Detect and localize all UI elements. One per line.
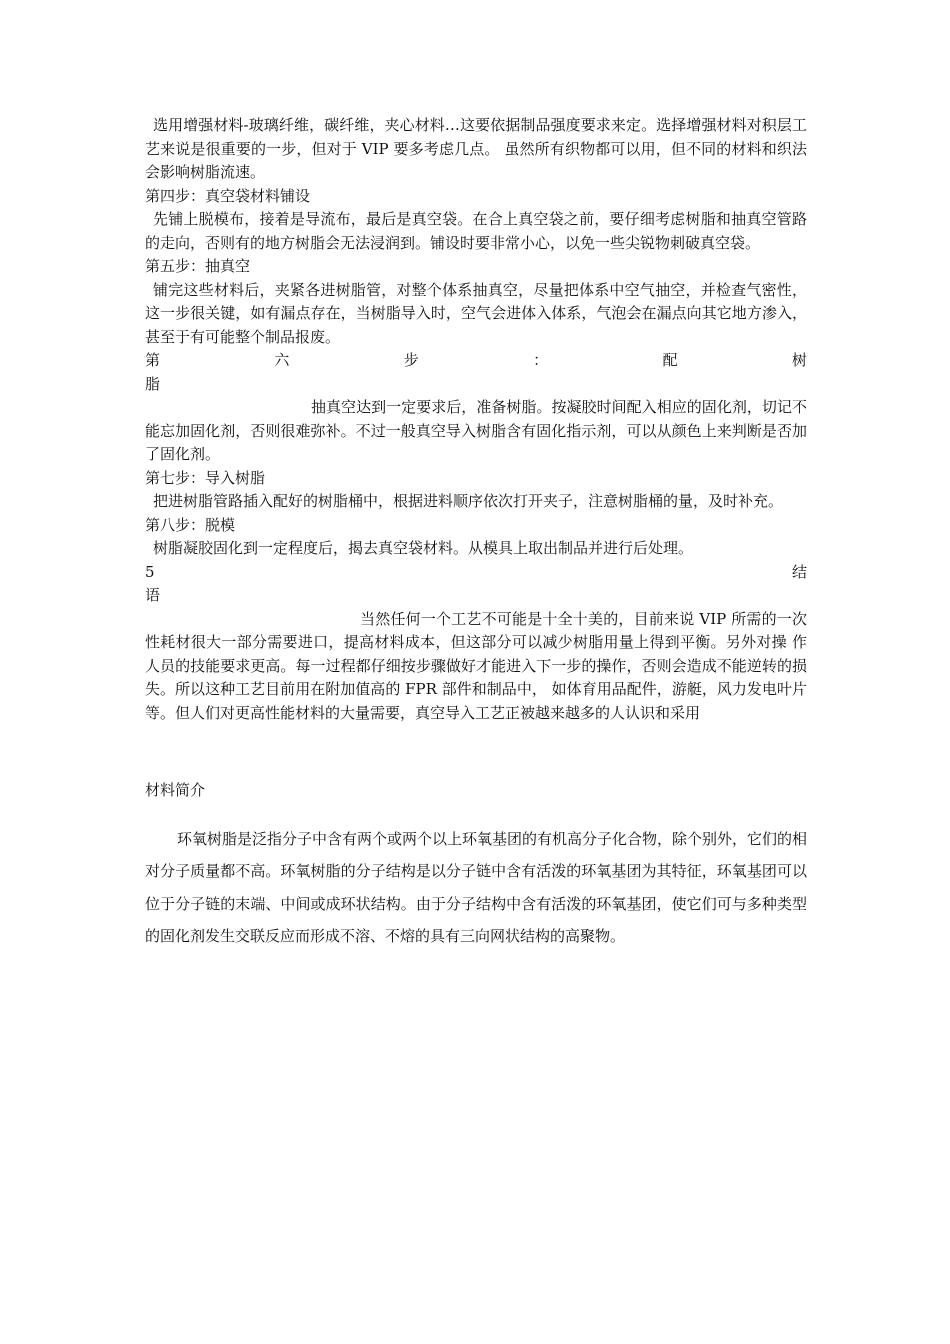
- step6-paragraph: 抽真空达到一定要求后，准备树脂。按凝胶时间配入相应的固化剂，切记不能忘加固化剂，否则很难弥补。不过一般真空导入树脂含有固化指示剂，可以从颜色上来判断是否加了固化剂。: [145, 398, 807, 463]
- step6-heading-char: 步: [403, 351, 419, 369]
- section-gap: [145, 725, 807, 779]
- step6-heading-char: 第: [145, 351, 161, 369]
- step6-heading-tail: 脂: [145, 374, 161, 393]
- section5-paragraph: 当然任何一个工艺不可能是十全十美的，目前来说 VIP 所需的一次性耗材很大一部分需要进口，提高材料成本，但这部分可以减少树脂用量上得到平衡。另外对操 作人员的技能要求更高。每一过程都仔细按步骤做好才能进入下一步的操作，否则会造成不能逆转的损失。所以这种工艺目前用在附加值高的 FPR 部件和制品中， 如体育用品配件，游艇，风力发电叶片等。但人们对更高性能材料的大量需要，真空导入工艺正被越来越多的人认识和采用: [145, 609, 807, 722]
- step7-paragraph: 把进树脂管路插入配好的树脂桶中，根据进料顺序依次打开夹子，注意树脂桶的量，及时补充。: [153, 492, 784, 510]
- section5-heading-tail: 语: [145, 586, 161, 604]
- section5-heading-char: 5: [145, 562, 155, 581]
- step7-heading: 第七步：导入树脂: [145, 468, 266, 487]
- step8-heading: 第八步：脱模: [145, 515, 236, 534]
- step6-heading: [145, 349, 807, 373]
- step5-paragraph: 铺完这些材料后，夹紧各进树脂管，对整个体系抽真空，尽量把体系中空气抽空，并检查气密性，这一步很关键，如有漏点存在，当树脂导入时，空气会进体入体系，气泡会在漏点向其它地方渗入，甚至于有可能整个制品报废。: [145, 280, 807, 346]
- step4-paragraph: 先铺上脱模布，接着是导流布，最后是真空袋。在合上真空袋之前，要仔细考虑树脂和抽真空管路的走向，否则有的地方树脂会无法浸润到。铺设时要非常小心，以免一些尖锐物刺破真空袋。: [145, 210, 807, 252]
- materials-paragraph: 环氧树脂是泛指分子中含有两个或两个以上环氧基团的有机高分子化合物，除个别外，它们的相对分子质量都不高。环氧树脂的分子结构是以分子链中含有活泼的环氧基团为其特征，环氧基团可以位于分子链的末端、中间或成环状结构。由于分子结构中含有活泼的环氧基团，使它们可与多种类型的固化剂发生交联反应而形成不溶、不熔的具有三向网状结构的高聚物。: [145, 829, 808, 945]
- step5-heading: 第五步：抽真空: [145, 257, 251, 275]
- step4-heading: 第四步：真空袋材料铺设: [145, 186, 311, 205]
- step8-paragraph: 树脂凝胶固化到一定程度后，揭去真空袋材料。从模具上取出制品并进行后处理。: [153, 539, 694, 557]
- step6-heading-char: 六: [274, 351, 290, 369]
- section5-heading-char: 结: [791, 562, 807, 581]
- paragraph-reinforcement: 选用增强材料-玻璃纤维，碳纤维，夹心材料…这要依据制品强度要求来定。选择增强材料对积层工艺来说是很重要的一步，但对于 VIP 要多考虑几点。 虽然所有织物都可以用，但不同的材料和织法会影响树脂流速。: [145, 116, 807, 181]
- step6-heading-char: 树: [791, 351, 807, 369]
- step6-heading-char: 配: [662, 351, 678, 369]
- document-content: [145, 114, 807, 953]
- materials-heading: 材料简介: [145, 781, 206, 799]
- step6-heading-char: ：: [533, 351, 549, 369]
- section5-heading: [145, 561, 807, 585]
